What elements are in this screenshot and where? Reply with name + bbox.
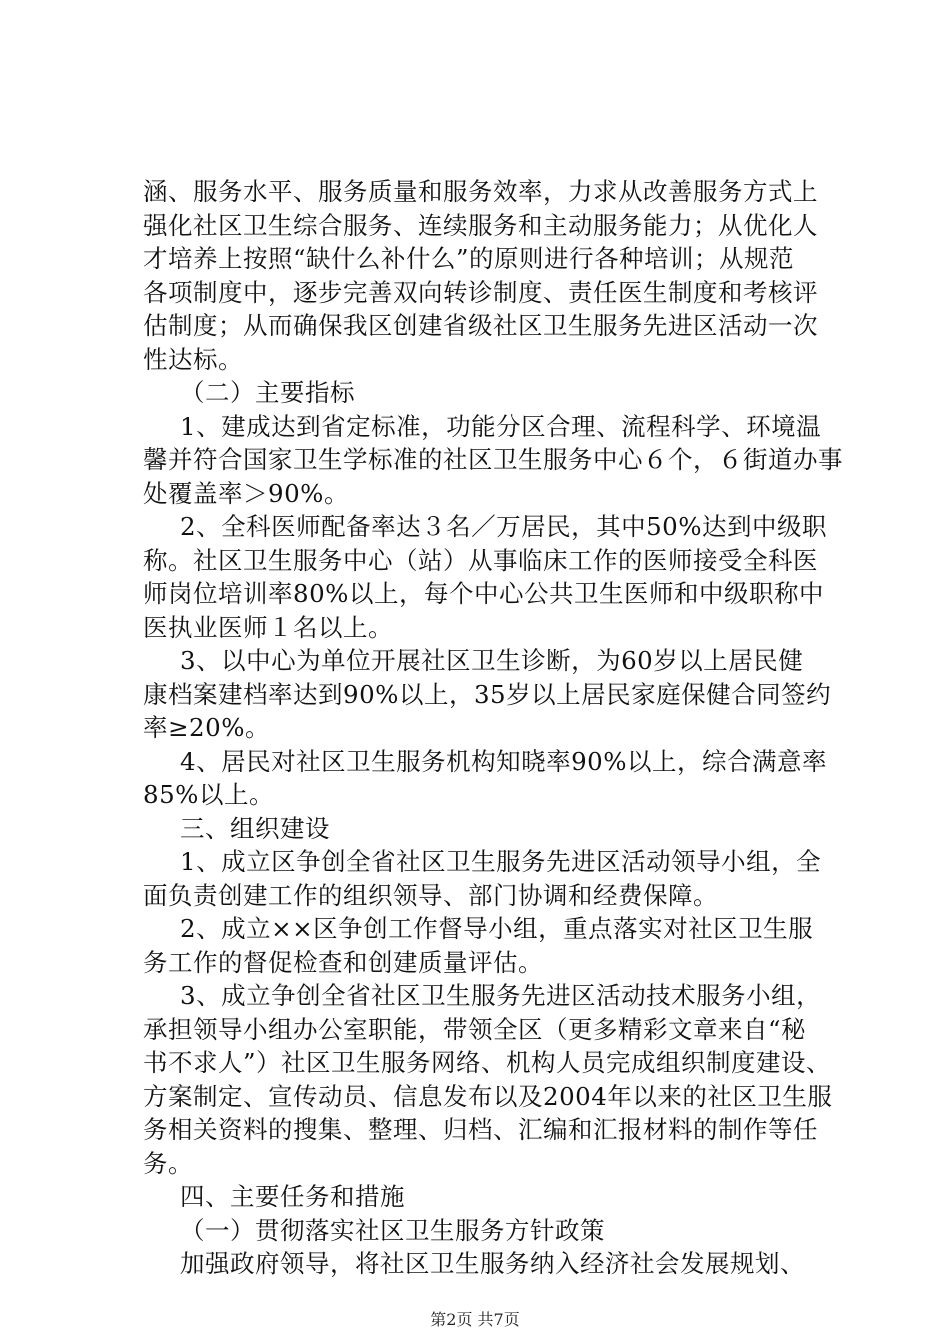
- section-heading: 三、组织建设: [180, 814, 330, 843]
- text-line: 承担领导小组办公室职能，带领全区（更多精彩文章来自“秘: [143, 1015, 807, 1044]
- text-line: 面负责创建工作的组织领导、部门协调和经费保障。: [143, 881, 718, 910]
- text-line: 处覆盖率＞90%。: [143, 479, 349, 508]
- text-line: 率≥20%。: [143, 713, 270, 742]
- text-line: 称。社区卫生服务中心（站）从事临床工作的医师接受全科医: [143, 546, 818, 575]
- text-line: 务相关资料的搜集、整理、归档、汇编和汇报材料的制作等任: [143, 1115, 818, 1144]
- text-line: 4、居民对社区卫生服务机构知晓率90%以上，综合满意率: [180, 747, 828, 776]
- text-line: 3、成立争创全省社区卫生服务先进区活动技术服务小组，: [180, 981, 822, 1010]
- text-line: 1、建成达到省定标准，功能分区合理、流程科学、环境温: [180, 412, 822, 441]
- section-heading: （二）主要指标: [180, 378, 355, 407]
- text-line: 医执业医师１名以上。: [143, 613, 393, 642]
- text-line: 务。: [143, 1149, 193, 1178]
- text-line: 性达标。: [143, 345, 243, 374]
- text-line: 估制度；从而确保我区创建省级社区卫生服务先进区活动一次: [143, 311, 818, 340]
- text-line: 强化社区卫生综合服务、连续服务和主动服务能力；从优化人: [143, 211, 818, 240]
- text-line: 康档案建档率达到90%以上，35岁以上居民家庭保健合同签约: [143, 680, 832, 709]
- section-heading: 四、主要任务和措施: [180, 1182, 405, 1211]
- text-line: 涵、服务水平、服务质量和服务效率，力求从改善服务方式上: [143, 177, 818, 206]
- text-line: 师岗位培训率80%以上，每个中心公共卫生医师和中级职称中: [143, 579, 824, 608]
- text-line: 加强政府领导，将社区卫生服务纳入经济社会发展规划、: [180, 1249, 805, 1278]
- text-line: 才培养上按照“缺什么补什么”的原则进行各种培训；从规范: [143, 244, 795, 273]
- text-line: 1、成立区争创全省社区卫生服务先进区活动领导小组，全: [180, 847, 822, 876]
- subsection-heading: （一）贯彻落实社区卫生服务方针政策: [180, 1216, 605, 1245]
- text-line: 各项制度中，逐步完善双向转诊制度、责任医生制度和考核评: [143, 278, 818, 307]
- text-line: 3、以中心为单位开展社区卫生诊断，为60岁以上居民健: [180, 646, 804, 675]
- text-line: 馨并符合国家卫生学标准的社区卫生服务中心６个，６街道办事: [143, 445, 843, 474]
- text-line: 85%以上。: [143, 780, 274, 809]
- text-line: 务工作的督促检查和创建质量评估。: [143, 948, 543, 977]
- text-line: 书不求人”）社区卫生服务网络、机构人员完成组织制度建设、: [143, 1048, 832, 1077]
- text-line: 2、成立××区争创工作督导小组，重点落实对社区卫生服: [180, 914, 814, 943]
- text-line: 2、全科医师配备率达３名／万居民，其中50%达到中级职: [180, 512, 828, 541]
- page-indicator: 第2页 共7页: [430, 1310, 520, 1329]
- text-line: 方案制定、宣传动员、信息发布以及2004年以来的社区卫生服: [143, 1082, 833, 1111]
